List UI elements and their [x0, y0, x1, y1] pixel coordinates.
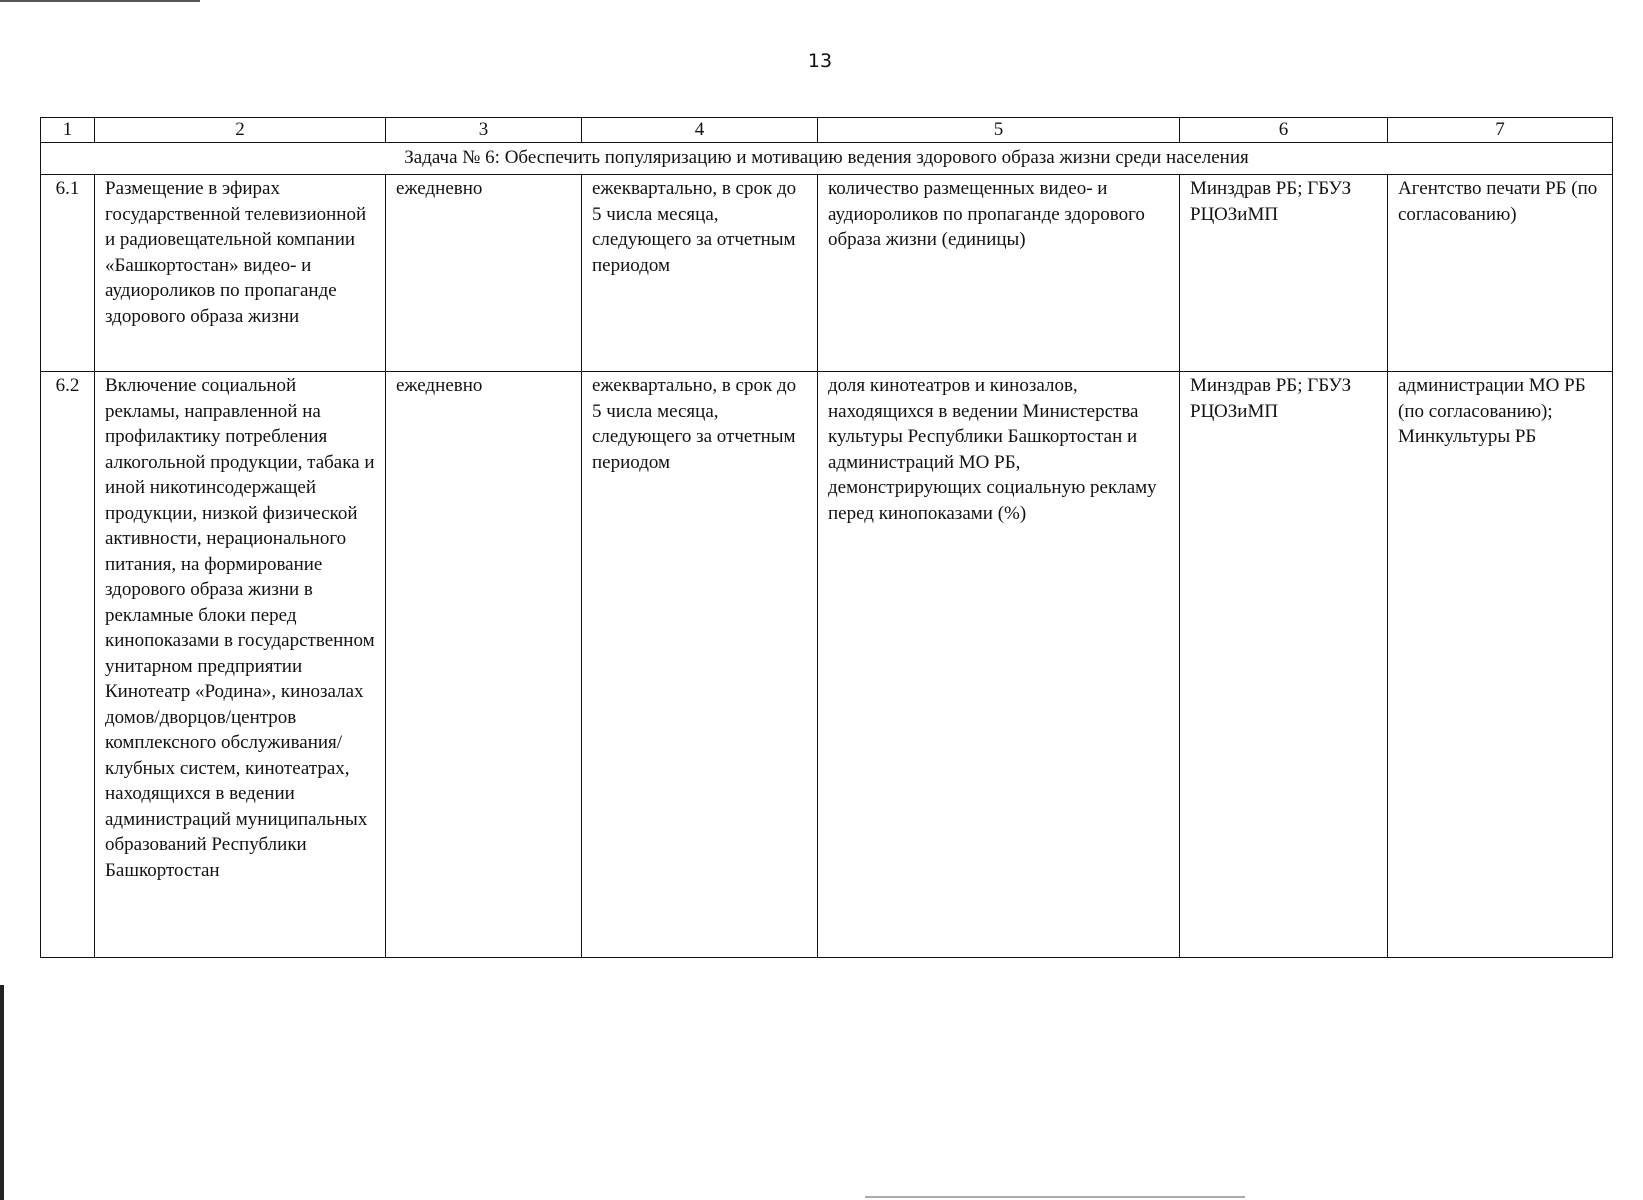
- indicator-cell: количество размещенных видео- и аудиороликов по пропаганде здорового образа жизни (единицы): [818, 175, 1180, 372]
- row-number: 6.2: [41, 372, 95, 958]
- scan-edge-mark: [0, 0, 200, 2]
- column-number: 3: [386, 118, 582, 143]
- task-heading: Задача № 6: Обеспечить популяризацию и мотивацию ведения здорового образа жизни среди населения: [41, 143, 1613, 175]
- reporting-cell: ежеквартально, в срок до 5 числа месяца, следующего за отчетным периодом: [582, 175, 818, 372]
- responsible-cell: Минздрав РБ; ГБУЗ РЦОЗиМП: [1180, 372, 1388, 958]
- frequency-cell: ежедневно: [386, 372, 582, 958]
- task-heading-row: [41, 143, 1613, 175]
- row-number: 6.1: [41, 175, 95, 372]
- frequency-cell: ежедневно: [386, 175, 582, 372]
- column-number: 6: [1180, 118, 1388, 143]
- reporting-cell: ежеквартально, в срок до 5 числа месяца, следующего за отчетным периодом: [582, 372, 818, 958]
- table-row: [41, 372, 1613, 958]
- table-row: [41, 175, 1613, 372]
- page-number: 13: [807, 50, 833, 72]
- activity-plan-table: [40, 117, 1613, 958]
- column-number-row: [41, 118, 1613, 143]
- column-number: 2: [95, 118, 386, 143]
- scan-edge-mark: [0, 985, 4, 1200]
- partners-cell: Агентство печати РБ (по согласованию): [1388, 175, 1613, 372]
- activity-cell: Размещение в эфирах государственной телевизионной и радиовещательной компании «Башкортостан» видео- и аудиороликов по пропаганде здорового образа жизни: [95, 175, 386, 372]
- column-number: 4: [582, 118, 818, 143]
- activity-cell: Включение социальной рекламы, направленной на профилактику потребления алкогольной продукции, табака и иной никотинсодержащей продукции, низкой физической активности, нерационального питания, на формирование здорового образа жизни в рекламные блоки перед кинопоказами в государственном унитарном предприятии Кинотеатр «Родина», кинозалах домов/дворцов/центров комплексного обслуживания/клубных систем, кинотеатрах, находящихся в ведении администраций муниципальных образований Республики Башкортостан: [95, 372, 386, 958]
- indicator-cell: доля кинотеатров и кинозалов, находящихся в ведении Министерства культуры Республики Башкортостан и администраций МО РБ, демонстрирующих социальную рекламу перед кинопоказами (%): [818, 372, 1180, 958]
- responsible-cell: Минздрав РБ; ГБУЗ РЦОЗиМП: [1180, 175, 1388, 372]
- scan-edge-mark: [865, 1196, 1245, 1198]
- column-number: 7: [1388, 118, 1613, 143]
- partners-cell: администрации МО РБ (по согласованию); Минкультуры РБ: [1388, 372, 1613, 958]
- column-number: 1: [41, 118, 95, 143]
- column-number: 5: [818, 118, 1180, 143]
